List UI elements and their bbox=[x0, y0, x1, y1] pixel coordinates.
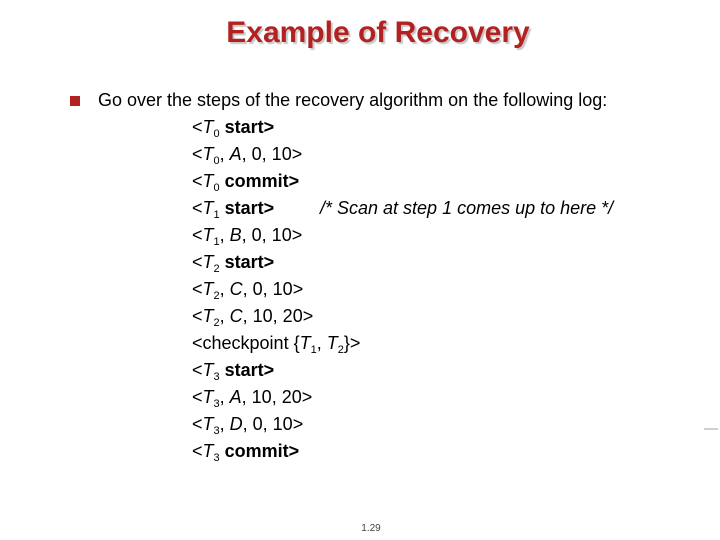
data-item: A bbox=[229, 387, 242, 407]
log-record: $<T_0$ start> bbox=[192, 117, 275, 140]
data-item: D bbox=[229, 414, 243, 434]
page-number: 1.29 bbox=[361, 523, 381, 534]
txn-name: T bbox=[202, 414, 214, 434]
txn-name: T bbox=[202, 279, 214, 299]
log-record: $<T_3$ commit> bbox=[192, 441, 300, 464]
txn-index: 2 bbox=[213, 263, 220, 275]
log-action: commit> bbox=[219, 171, 300, 191]
slide-title: Example of Recovery bbox=[226, 16, 530, 49]
log-update: , D, 0, 10> bbox=[219, 414, 304, 434]
txn-name: T bbox=[202, 252, 214, 272]
log-record: $<T_1$ start> /* Scan at step 1 comes up to here */ bbox=[192, 195, 360, 222]
log-action: start> bbox=[219, 360, 275, 380]
log-update: , B, 0, 10> bbox=[219, 225, 303, 245]
log-record: $<T_1$, B, 0, 10> bbox=[192, 225, 303, 248]
txn-name: T bbox=[202, 441, 214, 461]
log-record: <checkpoint {$T_1$, $T_2\}>$ bbox=[192, 333, 361, 356]
data-item: C bbox=[229, 306, 243, 326]
log-action: start> bbox=[219, 117, 275, 137]
txn-index: 2 bbox=[213, 290, 220, 302]
log-action: commit> bbox=[219, 441, 300, 461]
log-update: , A, 10, 20> bbox=[219, 387, 313, 407]
txn-index: 0 bbox=[213, 182, 220, 194]
log-record: $<T_0$, A, 0, 10> bbox=[192, 144, 303, 167]
log-update: , A, 0, 10> bbox=[219, 144, 303, 164]
log-action: start> bbox=[219, 198, 275, 218]
txn-name: T bbox=[202, 171, 214, 191]
log-record: $<T_2$, C, 0, 10> bbox=[192, 279, 304, 302]
log-record: $<T_3$ start> bbox=[192, 360, 275, 383]
txn-index: 1 bbox=[213, 209, 220, 221]
txn-name: T bbox=[202, 144, 214, 164]
txn-name: T bbox=[202, 306, 214, 326]
txn-index: 3 bbox=[213, 398, 220, 410]
txn-index: 3 bbox=[213, 371, 220, 383]
log-record: $<T_0$ commit> bbox=[192, 171, 300, 194]
txn-name: T bbox=[326, 333, 338, 353]
txn-index: 3 bbox=[213, 452, 220, 464]
edge-mark bbox=[704, 428, 718, 430]
txn-name: T bbox=[202, 117, 214, 137]
txn-name: T bbox=[202, 360, 214, 380]
log-action: start> bbox=[219, 252, 275, 272]
log-comment: /* Scan at step 1 comes up to here */ bbox=[320, 198, 614, 218]
txn-index: 2 bbox=[213, 317, 220, 329]
txn-name: T bbox=[202, 387, 214, 407]
bullet-item bbox=[70, 90, 607, 111]
txn-index: 1 bbox=[213, 236, 220, 248]
data-item: C bbox=[229, 279, 243, 299]
txn-index: 2 bbox=[337, 344, 344, 356]
txn-name: T bbox=[299, 333, 311, 353]
log-update: , C, 0, 10> bbox=[219, 279, 304, 299]
log-record: $<T_3$, D, 0, 10> bbox=[192, 414, 304, 437]
log-record: $<T_3$, A, 10, 20> bbox=[192, 387, 313, 410]
bullet-text: Go over the steps of the recovery algorithm on the following log: bbox=[98, 90, 608, 110]
txn-index: 1 bbox=[310, 344, 317, 356]
data-item: B bbox=[229, 225, 242, 245]
txn-name: T bbox=[202, 198, 214, 218]
square-bullet-icon bbox=[70, 96, 80, 106]
log-record: $<T_2$ start> bbox=[192, 252, 275, 275]
data-item: A bbox=[229, 144, 242, 164]
log-record: $<T_2$, C, 10, 20> bbox=[192, 306, 314, 329]
txn-index: 0 bbox=[213, 128, 220, 140]
txn-index: 0 bbox=[213, 155, 220, 167]
log-update: , C, 10, 20> bbox=[219, 306, 314, 326]
log-records bbox=[192, 114, 614, 465]
txn-index: 3 bbox=[213, 425, 220, 437]
txn-name: T bbox=[202, 225, 214, 245]
